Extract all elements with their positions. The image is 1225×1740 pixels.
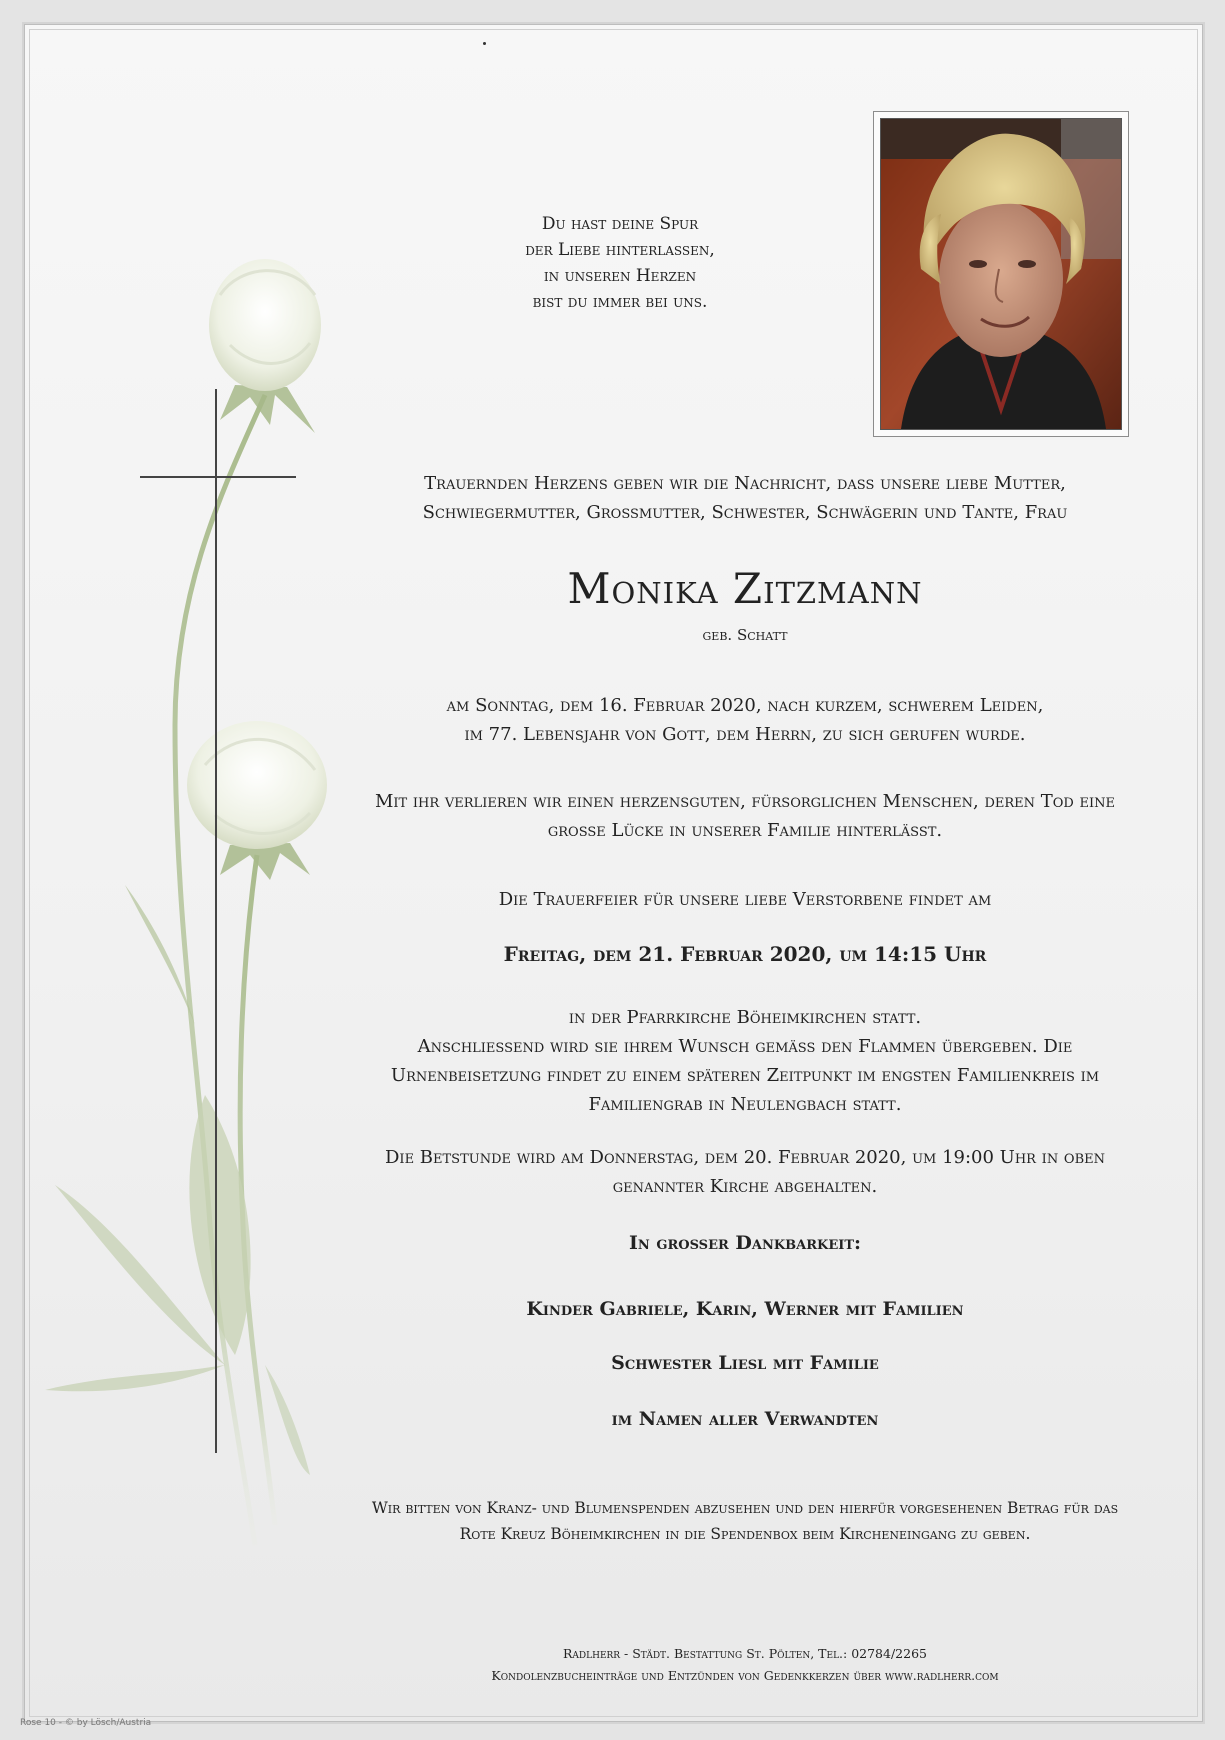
verse-line: Du hast deine Spur (541, 214, 699, 234)
loss-line: große Lücke in unserer Familie hinterlässt. (547, 820, 943, 841)
cross-vertical-bar (215, 389, 217, 1453)
memorial-verse (445, 211, 795, 315)
verse-line: der Liebe hinterlassen, (525, 240, 715, 260)
ceremony-line: in der Pfarrkirche Böheimkirchen statt. (568, 1007, 922, 1028)
mourner-line: Kinder Gabriele, Karin, Werner mit Familien (526, 1298, 964, 1320)
donation-line: Rote Kreuz Böheimkirchen in die Spendenbox beim Kircheneingang zu geben. (459, 1525, 1031, 1543)
rose-illustration (25, 25, 445, 1721)
funeral-home-footer (355, 1643, 1135, 1687)
intro-line: Trauernden Herzens geben wir die Nachricht, dass unsere liebe Mutter, (424, 473, 1066, 494)
mourner-line: Schwester Liesl mit Familie (611, 1352, 879, 1374)
ceremony-line: Urnenbeisetzung findet zu einem späteren Zeitpunkt im engsten Familienkreis im (390, 1065, 1100, 1086)
footer-line: Radlherr - Städt. Bestattung St. Pölten, Tel.: 02784/2265 (563, 1646, 927, 1661)
ceremony-line: Anschließend wird sie ihrem Wunsch gemäß den Flammen übergeben. Die (417, 1036, 1073, 1057)
death-details (345, 691, 1145, 749)
prayer-service (345, 1143, 1145, 1201)
verse-line: bist du immer bei uns. (532, 292, 708, 312)
obituary-page (24, 24, 1203, 1722)
prayer-line: genannter Kirche abgehalten. (612, 1176, 878, 1197)
loss-line: Mit ihr verlieren wir einen herzensguten, fürsorglichen Menschen, deren Tod eine (374, 791, 1116, 812)
ceremony-details (345, 1003, 1145, 1119)
announcement-intro (345, 469, 1145, 527)
portrait-photo (880, 118, 1122, 430)
death-line: im 77. Lebensjahr von Gott, dem Herrn, zu sich gerufen wurde. (464, 724, 1026, 745)
template-credit: Rose 10 - © by Lösch/Austria (20, 1718, 152, 1728)
cross-horizontal-bar (140, 476, 296, 478)
maiden-name: geb. Schatt (702, 626, 788, 644)
mourner-line: im Namen aller Verwandten (611, 1408, 879, 1430)
footer-line: Kondolenzbucheinträge und Entzünden von Gedenkkerzen über www.radlherr.com (491, 1668, 999, 1683)
donation-line: Wir bitten von Kranz- und Blumenspenden abzusehen und den hierfür vorgesehenen Betrag für das (371, 1499, 1119, 1517)
print-dot (483, 42, 486, 45)
ceremony-date: Freitag, dem 21. Februar 2020, um 14:15 Uhr (503, 942, 987, 966)
deceased-name: Monika Zitzmann (567, 564, 923, 613)
loss-statement (345, 787, 1145, 845)
portrait-frame (873, 111, 1129, 437)
donation-note (355, 1495, 1135, 1547)
prayer-line: Die Betstunde wird am Donnerstag, dem 20. Februar 2020, um 19:00 Uhr in oben (385, 1147, 1105, 1168)
death-line: am Sonntag, dem 16. Februar 2020, nach kurzem, schwerem Leiden, (446, 695, 1044, 716)
gratitude-heading: In großer Dankbarkeit: (628, 1232, 862, 1254)
intro-line: Schwiegermutter, Großmutter, Schwester, Schwägerin und Tante, Frau (422, 502, 1068, 523)
ceremony-line: Familiengrab in Neulengbach statt. (588, 1094, 902, 1115)
verse-line: in unseren Herzen (543, 266, 697, 286)
ceremony-intro: Die Trauerfeier für unsere liebe Verstorbene findet am (498, 889, 992, 910)
